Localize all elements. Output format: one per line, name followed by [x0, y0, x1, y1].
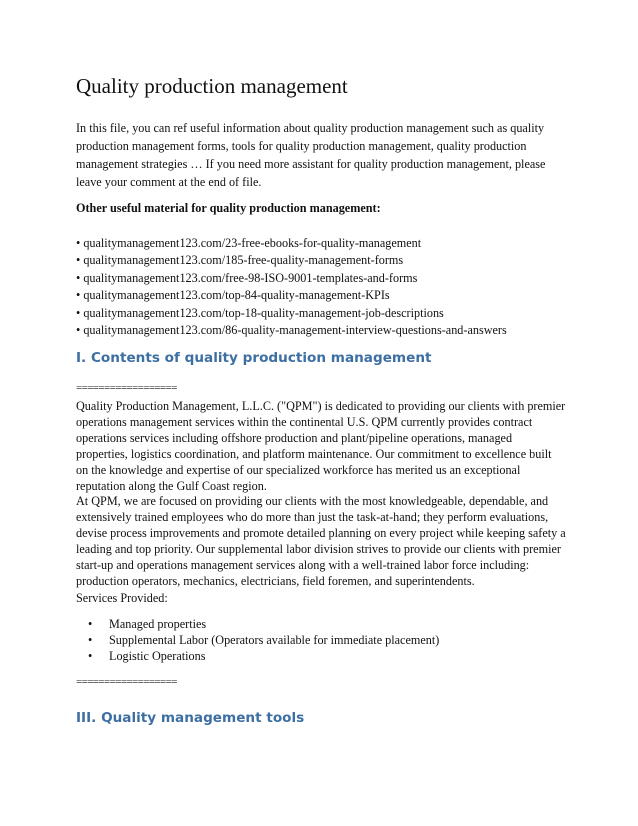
material-link[interactable]: • qualitymanagement123.com/86-quality-management-interview-questions-and-answers — [76, 322, 507, 339]
section-heading-tools: III. Quality management tools — [76, 710, 305, 726]
material-link[interactable]: • qualitymanagement123.com/free-98-ISO-9001-templates-and-forms — [76, 270, 507, 287]
page-title: Quality production management — [76, 74, 348, 98]
services-label: Services Provided: — [76, 591, 168, 605]
body-paragraph: Quality Production Management, L.L.C. ("QPM") is dedicated to providing our clients with premier operations management services within the continental U.S. QPM currently provides contract operations services including offshore production and plant/pipeline operations, managed properties, logistics coordination, and platform maintenance. Our commitment to excellence built on the knowledge and expertise of our specialized workforce has merited us an exceptional reputation along the Gulf Coast region. — [76, 399, 566, 493]
material-link[interactable]: • qualitymanagement123.com/185-free-quality-management-forms — [76, 252, 507, 269]
service-item: • Managed properties — [76, 616, 439, 632]
company-description — [76, 399, 566, 590]
body-paragraph: At QPM, we are focused on providing our clients with the most knowledgeable, dependable, and extensively trained employees who do more than just the task-at-hand; they perform evaluations, devise process improvements and promote detailed planning on every project while keeping safety a leading and top priority. Our supplemental labor division strives to provide our clients with premier start-up and operations management services along with a well-trained labor force including: production operators, mechanics, electricians, field foremen, and superintendents. — [76, 494, 566, 588]
intro-paragraph: In this file, you can ref useful information about quality production management such as quality production management forms, tools for quality production management, quality production management strategies … If you need more assistant for quality production management, please leave your comment at the end of file. — [76, 121, 546, 189]
material-link[interactable]: • qualitymanagement123.com/23-free-ebooks-for-quality-management — [76, 235, 507, 252]
service-item: • Supplemental Labor (Operators available for immediate placement) — [76, 632, 439, 648]
material-links-list — [76, 235, 507, 339]
section-heading-contents: I. Contents of quality production management — [76, 350, 432, 366]
service-item: • Logistic Operations — [76, 648, 439, 664]
material-link[interactable]: • qualitymanagement123.com/top-18-quality-management-job-descriptions — [76, 305, 507, 322]
services-list — [76, 616, 439, 665]
separator-line: ================== — [76, 382, 177, 394]
material-link[interactable]: • qualitymanagement123.com/top-84-quality-management-KPIs — [76, 287, 507, 304]
other-material-heading: Other useful material for quality production management: — [76, 201, 381, 215]
separator-line: ================== — [76, 676, 177, 688]
